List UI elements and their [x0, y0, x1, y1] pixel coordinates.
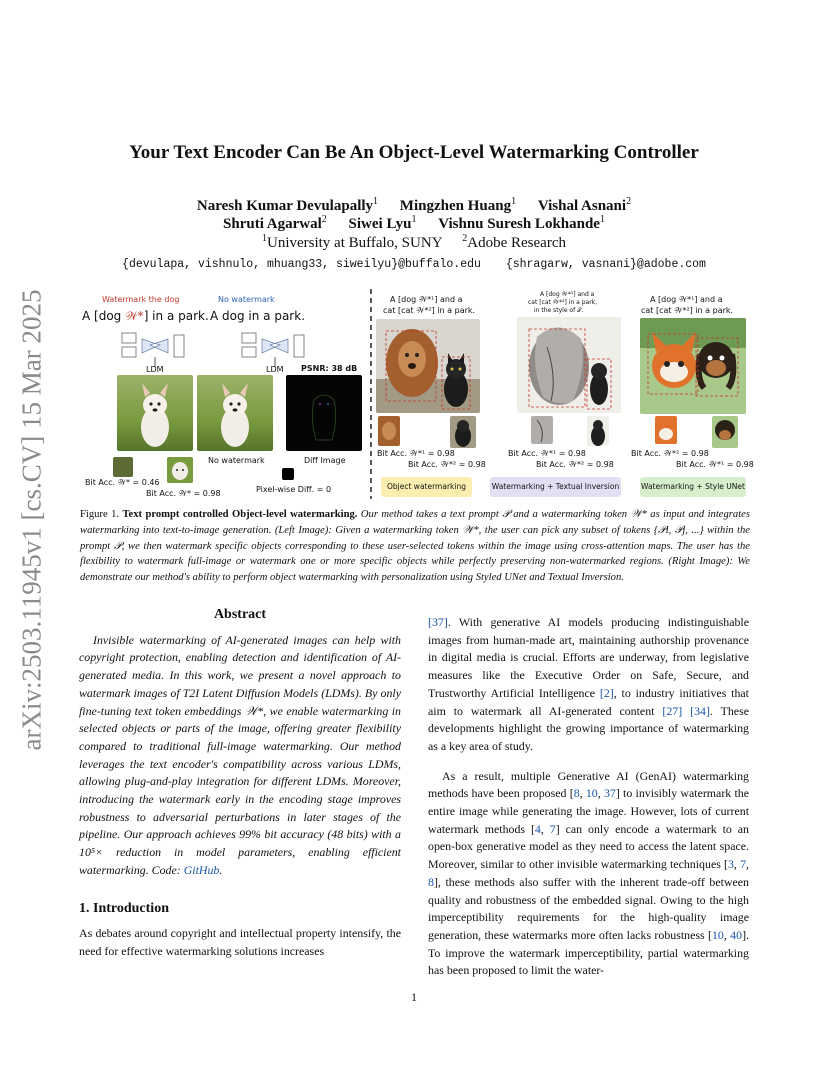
style-unet-image: [640, 318, 746, 414]
affiliations: [70, 233, 758, 252]
no-watermark-label: No watermark: [208, 456, 265, 465]
paper-title: Your Text Encoder Can Be An Object-Level Watermarking Controller: [129, 142, 699, 163]
author: Shruti Agarwal$^2$: [223, 214, 327, 232]
prompt-obj-line2: cat [cat 𝒲*²] in a park.: [383, 306, 476, 315]
emails: [70, 258, 758, 271]
citation[interactable]: [27]: [662, 703, 683, 718]
dog-cat-photo: [376, 319, 480, 413]
author: Vishal Asnani$^2$: [537, 196, 632, 214]
dog-plain-image: [197, 375, 273, 451]
right-paragraph-2: As a result, multiple Generative AI (GenAI) watermarking methods have been proposed [8, 10, 37] to invisibly watermark the entire image while generating the image. However, lots of current watermark methods [4, 7] can only encode a watermark to an open-box generative model as they need to access the latent space. Moreover, similar to other invisible watermarking techniques [3, 7, 8], these methods also suffer with the inherent trade-off between quality and robustness of the embedded signal. Owing to the high imperceptibility requirements for the high-quality image generation, these watermarks more often lacks robustness [10, 40]. To improve the watermark imperceptibility, partial watermarking has been proposed to limit the water-: [428, 768, 749, 978]
bitacc-obj-1: Bit Acc. 𝒲*¹ = 0.98: [377, 449, 455, 458]
style-dog-crop: [531, 416, 553, 444]
prompt-su-line2: cat [cat 𝒲*²] in a park.: [641, 306, 734, 315]
prompt-watermark: A [dog 𝒲*] in a park.: [82, 309, 209, 323]
introduction-heading: 1. Introduction: [79, 900, 169, 916]
left-column: [79, 606, 401, 961]
psnr-label: PSNR: 38 dB: [301, 364, 358, 373]
citation[interactable]: 37: [603, 786, 616, 801]
style-cat-crop: [587, 416, 609, 446]
intro-paragraph: As debates around copyright and intellectual property intensify, the need for effective watermarking solutions increases: [79, 926, 401, 958]
author: Mingzhen Huang$^1$: [399, 196, 517, 214]
cat-crop-obj: [450, 416, 476, 448]
dog-crop-obj: [378, 416, 400, 446]
prompt-obj-line1: A [dog 𝒲*¹] and a: [390, 295, 463, 304]
prompt-plain: A dog in a park.: [210, 309, 306, 323]
right-paragraph-1: [37]. With generative AI models producing indistinguishable images from human-made art, maintaining authorship provenance in digital media is crucial. Efforts are underway, from legislative measures like the Executive Order on Safe, Secure, and Trustworthy Artificial Intelligence [2], to industry initiatives that aim to watermark all AI-generated content [27] [34]. These developments highlight the growing importance of watermarking as a key area of study.: [428, 615, 749, 753]
citation[interactable]: 3: [727, 857, 734, 872]
style-dog-crop-2: [712, 416, 738, 448]
bitacc-ti-1: Bit Acc. 𝒲*¹ = 0.98: [508, 449, 586, 458]
encoder-diagram-2: [240, 329, 310, 369]
bitacc-obj-2: Bit Acc. 𝒲*² = 0.98: [408, 460, 486, 469]
figure-1: [80, 285, 760, 503]
email-buffalo: {devulapa, vishnulo, mhuang33, siweilyu}@buffalo.edu: [122, 258, 481, 271]
bitacc-su-1: Bit Acc. 𝒲*² = 0.98: [631, 449, 709, 458]
dog-crop: [167, 457, 193, 483]
page-number: 1: [411, 990, 417, 1004]
zero-diff-crop: [282, 468, 294, 480]
figure-caption: [80, 507, 750, 586]
citation[interactable]: 10: [585, 786, 598, 801]
right-column: [428, 614, 749, 980]
citation[interactable]: 8: [573, 786, 580, 801]
affiliation: $^2$Adobe Research: [462, 233, 566, 251]
citation[interactable]: [34]: [690, 703, 710, 718]
dog-watermarked-image: [117, 375, 193, 451]
no-watermark-header: No watermark: [218, 295, 275, 304]
abstract-text: Invisible watermarking of AI-generated images can help with copyright protection, enabling detection and identification of AI-generated media. In this work, we present a novel approach to watermark images of T2I Latent Diffusion Models (LDMs). By only fine-tuning text token embeddings 𝒲*, we enable watermarking in selected objects or parts of the image, offering greater flexibility compared to traditional full-image watermarking. Our method leverages the text encoder's compatibility across various LDMs, allowing plug-and-play integration for different LDMs. Moreover, introducing the watermark early in the encoding stage improves robustness to adversarial perturbations in later stages of the pipeline. Our approach achieves 99% bit accuracy (48 bits) with a 10⁵× reduction in model parameters, enabling efficient watermarking. Code: GitHub.: [79, 632, 401, 877]
prompt-su-line1: A [dog 𝒲*¹] and a: [650, 295, 723, 304]
citation[interactable]: 8: [428, 874, 434, 889]
citation[interactable]: 7: [549, 821, 556, 836]
arxiv-identifier: arXiv:2503.11945v1 [cs.CV] 15 Mar 2025: [16, 289, 47, 751]
style-unet-box: Watermarking + Style UNet: [640, 477, 746, 497]
figure-divider: [369, 289, 373, 499]
object-watermarking-box: Object watermarking: [381, 477, 472, 497]
author: Siwei Lyu$^1$: [348, 214, 417, 232]
citation[interactable]: 10: [711, 927, 724, 942]
caption-bold: Text prompt controlled Object-level watermarking.: [122, 509, 358, 520]
ldm-label-2: LDM: [266, 365, 284, 374]
author: Naresh Kumar Devulapally$^1$: [196, 196, 379, 214]
style-cat-crop-2: [655, 416, 677, 444]
github-link[interactable]: GitHub: [183, 862, 220, 877]
prompt-ti-line3: in the style of 𝒯.: [534, 307, 584, 314]
affiliation: $^1$University at Buffalo, SUNY: [261, 233, 443, 251]
bit-acc-wm: Bit Acc. 𝒲* = 0.98: [146, 489, 221, 498]
bitacc-su-2: Bit Acc. 𝒲*¹ = 0.98: [676, 460, 754, 469]
abstract-heading: Abstract: [213, 607, 267, 622]
prompt-ti-line1: A [dog 𝒲*¹] and a: [540, 291, 595, 298]
caption-label: Figure 1.: [80, 509, 120, 520]
pixel-diff: Pixel-wise Diff. = 0: [256, 485, 332, 494]
author-line-1: [70, 196, 758, 215]
citation[interactable]: 40: [730, 927, 743, 942]
citation[interactable]: [2]: [599, 685, 614, 700]
bit-acc-non-wm: Bit Acc. 𝒲* = 0.46: [85, 478, 160, 487]
prompt-ti-line2: cat [cat 𝒲*²] in a park,: [528, 299, 598, 306]
caption-text: Our method takes a text prompt 𝒫 and a watermarking token 𝒲* as input and integrates watermarking into text-to-image generation. (Left Image): Given a watermarking token 𝒲*, the user can pick any subset of tokens {𝒫i, 𝒫j, ...} within the prompt 𝒫, we then watermark specific objects corresponding to these user-selected tokens within the image using cross-attention maps. The user has the flexibility to watermark full-image or watermark one or more specific objects while perfectly preserving non-watermarked regions. (Right Image): We demonstrate our method's ability to perform object watermarking with personalization using Styled UNet and Textual Inversion.: [80, 509, 750, 584]
email-adobe: {shragarw, vasnani}@adobe.com: [505, 258, 706, 271]
textual-inversion-box: Watermarking + Textual Inversion: [490, 477, 621, 497]
non-wm-crop: [113, 457, 133, 477]
citation[interactable]: 7: [740, 857, 747, 872]
author: Vishnu Suresh Lokhande$^1$: [438, 214, 605, 232]
citation[interactable]: 4: [534, 821, 541, 836]
style-ti-image: [517, 317, 621, 413]
bitacc-ti-2: Bit Acc. 𝒲*² = 0.98: [536, 460, 614, 469]
ldm-label-1: LDM: [146, 365, 164, 374]
diff-image: [286, 375, 362, 451]
encoder-diagram-1: [120, 329, 190, 369]
watermark-header: Watermark the dog: [102, 295, 180, 304]
citation[interactable]: [37]: [428, 615, 448, 629]
author-line-2: [70, 214, 758, 233]
diff-image-label: Diff Image: [304, 456, 346, 465]
